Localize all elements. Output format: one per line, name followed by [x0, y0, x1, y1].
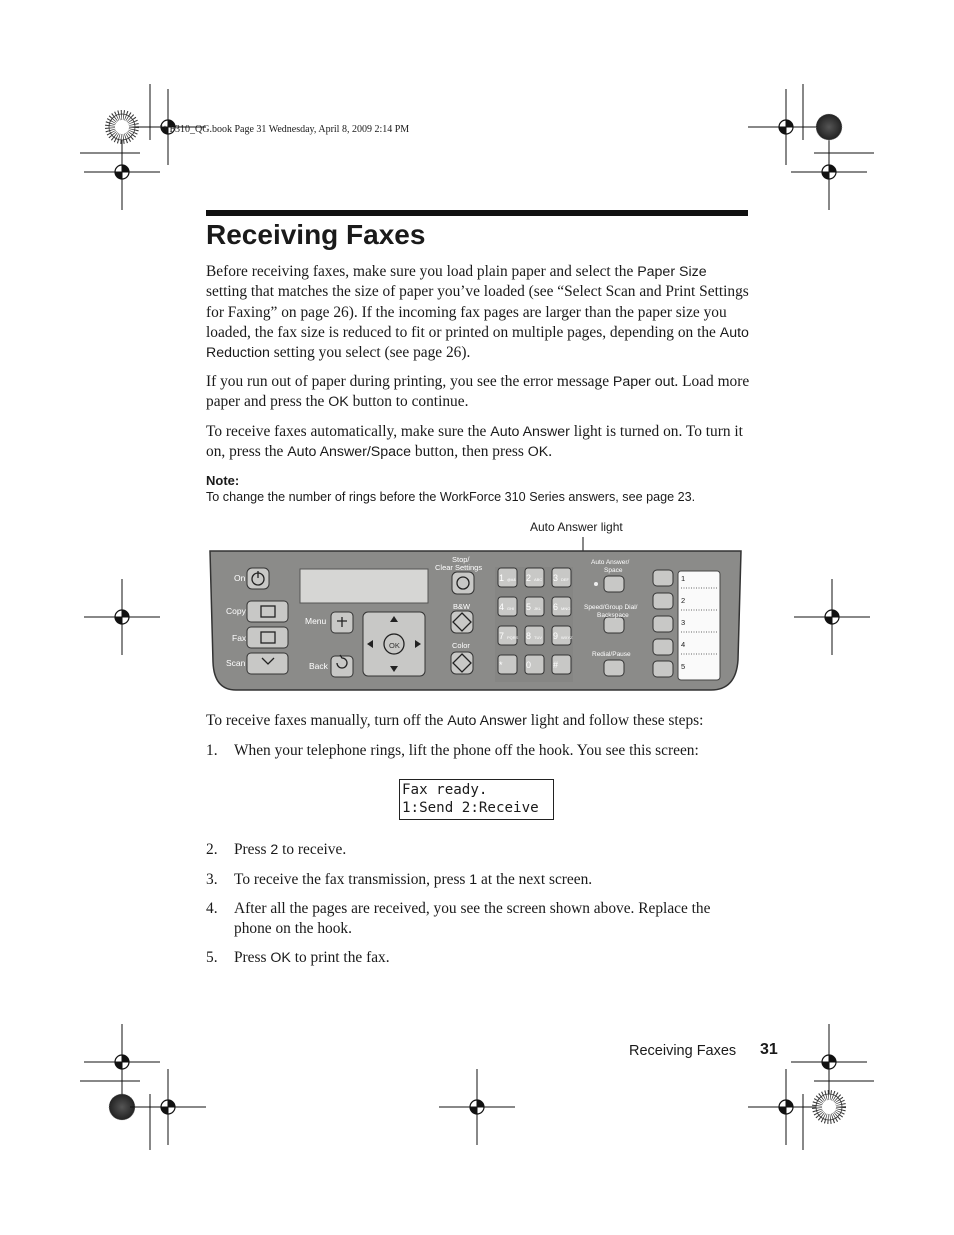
paper-out-message: Paper out — [612, 374, 675, 390]
step-text: When your telephone rings, lift the phone off the hook. You see this screen: — [234, 742, 699, 759]
keypad-key-1: 1 — [499, 573, 505, 583]
keypad-key-8: 8 — [526, 631, 532, 641]
clear-settings-label: Clear Settings — [435, 563, 483, 572]
redial-label: Redial/Pause — [592, 651, 631, 658]
lcd-line-1: Fax ready. — [402, 782, 488, 798]
page-number: 31 — [760, 1041, 778, 1058]
print-header: WF310_QG.book Page 31 Wednesday, April 8, 2009 2:14 PM — [160, 124, 410, 135]
speed-dial-label: Speed/Group Dial/ — [584, 604, 638, 611]
one-touch-label-4: 4 — [681, 640, 686, 649]
one-touch-label-5: 5 — [681, 662, 686, 671]
auto-answer-label: Auto Answer/ — [591, 559, 630, 566]
keypad-key-letters: PQRS — [507, 635, 519, 640]
keypad-key-letters: TUV — [534, 635, 542, 640]
menu-text: Menu — [305, 616, 327, 626]
step-number: 4. — [206, 900, 218, 917]
auto-answer-ref: Auto Answer — [490, 424, 570, 440]
keypad-key-11: 0 — [526, 660, 532, 670]
keypad-key-letters: MNO — [561, 606, 571, 611]
keypad-key-5: 5 — [526, 602, 532, 612]
note-text: To change the number of rings before the WorkForce 310 Series answers, see page 23. — [206, 490, 696, 504]
keypad-key-12: # — [553, 660, 559, 670]
auto-answer-paragraph: To receive faxes automatically, make sure the Auto Answer light is turned on. To turn it on, press the Auto Answer/Space button, then press OK. — [206, 423, 743, 461]
auto-answer-light-ref: Auto Answer — [447, 713, 527, 729]
key-1-ref: 1 — [469, 872, 478, 888]
lcd-line-2: 1:Send 2:Receive — [402, 800, 539, 816]
keypad-key-letters: JKL — [534, 606, 541, 611]
paper-size-setting: Paper Size — [637, 264, 707, 280]
keypad-key-9: 9 — [553, 631, 559, 641]
copy-label: Copy — [226, 606, 246, 616]
step-text: To receive the fax transmission, press 1 at the next screen. — [234, 871, 593, 888]
intro-paragraph: Before receiving faxes, make sure you load plain paper and select the Paper Size setting that matches the size of paper you’ve loaded (see “Select Scan and Print Settings for Faxing” on page 26). If the incoming fax pages are larger than the paper size you loaded, the fax size is reduced to fit or printed on multiple pages, depending on the Auto Reduction setting you select (see page 26). — [206, 263, 749, 362]
one-touch-label-1: 1 — [681, 574, 686, 583]
on-label: On — [234, 573, 246, 583]
space-label: Space — [604, 567, 623, 574]
footer-section-title: Receiving Faxes — [629, 1043, 737, 1059]
lcd-screen-sample — [399, 779, 554, 820]
bw-label: B&W — [453, 602, 471, 611]
step-number: 2. — [206, 841, 218, 858]
control-panel-graphic — [206, 550, 746, 693]
paper-out-paragraph: If you run out of paper during printing, you see the error message Paper out. Load more paper and press the OK button to continue. — [206, 373, 750, 411]
one-touch-label-3: 3 — [681, 618, 686, 627]
step-number: 3. — [206, 871, 218, 888]
back-text: Back — [309, 661, 328, 671]
step-text: Press OK to print the fax. — [234, 949, 390, 966]
keypad-key-3: 3 — [553, 573, 559, 583]
keypad-key-4: 4 — [499, 602, 505, 612]
page-title: Receiving Faxes — [206, 219, 426, 250]
manual-receive-paragraph: To receive faxes manually, turn off the Auto Answer light and follow these steps: — [206, 712, 704, 729]
keypad-key-7: 7 — [499, 631, 505, 641]
key-2-ref: 2 — [270, 842, 279, 858]
keypad-key-letters: @#& — [507, 577, 516, 582]
keypad-key-6: 6 — [553, 602, 559, 612]
step-text: After all the pages are received, you see the screen shown above. Replace the phone on the hook. — [234, 900, 711, 938]
note-label: Note: — [206, 473, 240, 488]
stop-label: Stop/ — [452, 555, 470, 564]
ok-ref: OK — [527, 444, 549, 461]
fax-label: Fax — [232, 633, 247, 643]
keypad-key-letters: GHI — [507, 606, 515, 611]
ok-key-ref: OK — [270, 950, 291, 966]
auto-answer-space-ref: Auto Answer/Space — [287, 444, 412, 461]
ok-button-ref: OK — [328, 394, 349, 411]
keypad-key-10: * — [499, 660, 503, 670]
control-panel-figure — [206, 550, 746, 693]
scan-label: Scan — [226, 658, 246, 668]
keypad-key-letters: DEF — [561, 577, 569, 582]
ok-key-label: OK — [389, 641, 400, 650]
keypad-key-letters: ABC — [534, 577, 543, 582]
step-number: 5. — [206, 949, 218, 966]
step-number: 1. — [206, 742, 218, 759]
auto-answer-callout: Auto Answer light — [530, 520, 623, 534]
one-touch-label-2: 2 — [681, 596, 686, 605]
keypad-key-2: 2 — [526, 573, 532, 583]
auto-reduction-setting: Auto Reduction — [206, 324, 749, 362]
step-text: Press 2 to receive. — [234, 841, 347, 858]
color-label: Color — [452, 641, 470, 650]
backspace-label: Backspace — [597, 612, 629, 619]
keypad-key-letters: WXYZ — [561, 635, 573, 640]
